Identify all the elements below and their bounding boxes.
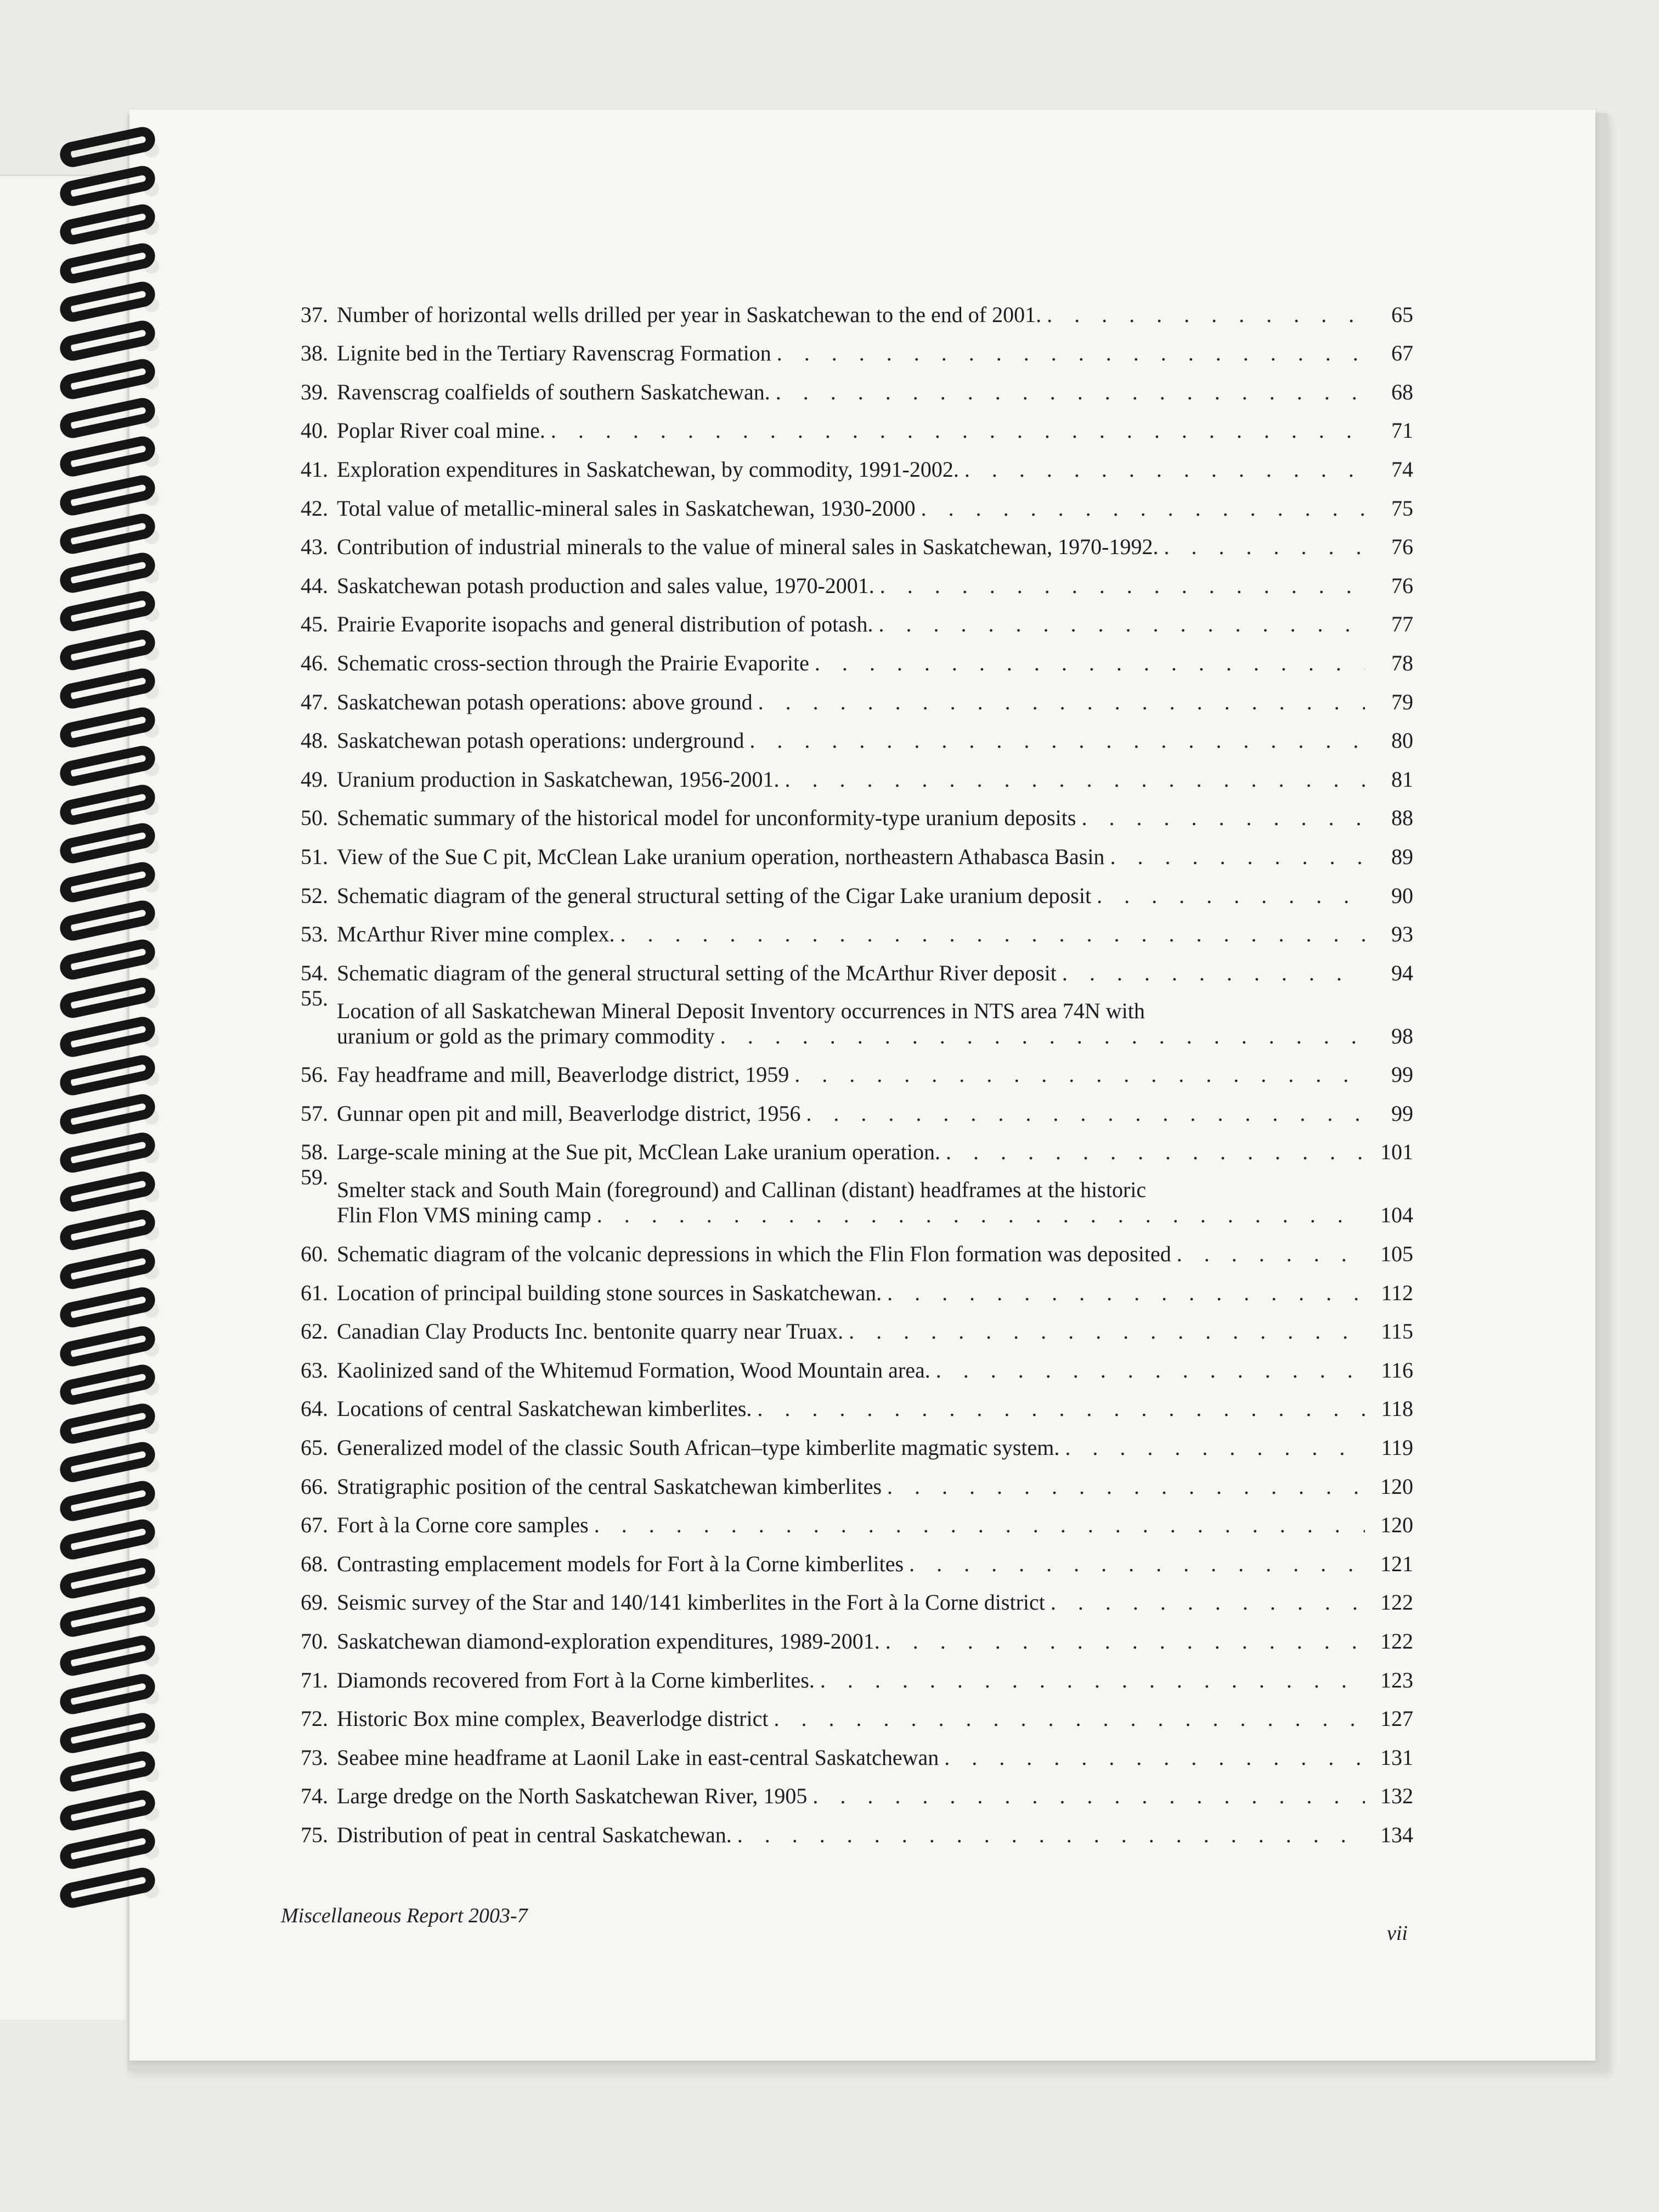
figure-number: 58. (301, 1139, 328, 1165)
figure-title: Fort à la Corne core samples (337, 1513, 589, 1538)
figure-title: Saskatchewan potash operations: above ground (337, 689, 753, 714)
leader-dots (882, 1280, 1365, 1306)
figure-title: Locations of central Saskatchewan kimberlites. (337, 1396, 752, 1421)
figure-title: Large-scale mining at the Sue pit, McClean Lake uranium operation. (337, 1139, 941, 1165)
figure-number: 62. (301, 1319, 328, 1344)
leader-dots (1091, 883, 1365, 909)
leader-dots (800, 1101, 1365, 1126)
toc-entry (281, 986, 1413, 1049)
page-ref: 134 (1380, 1822, 1413, 1847)
figure-title: Distribution of peat in central Saskatchewan. (337, 1822, 732, 1847)
leader-dots (873, 612, 1365, 637)
leader-dots (768, 1706, 1365, 1731)
toc-entry (281, 1615, 1413, 1654)
toc-entry (281, 405, 1413, 444)
page-ref: 79 (1391, 689, 1413, 714)
figure-title: Contribution of industrial minerals to the value of mineral sales in Saskatchewan, 1970-1992. (337, 534, 1159, 560)
figure-number: 64. (301, 1396, 328, 1421)
page-ref: 76 (1391, 573, 1413, 598)
figure-number: 70. (301, 1629, 328, 1654)
toc-entry (281, 792, 1413, 831)
page-ref: 65 (1391, 302, 1413, 327)
figure-number: 41. (301, 456, 328, 482)
figure-number: 54. (301, 960, 328, 985)
figure-number: 42. (301, 495, 328, 521)
toc-entry (281, 1228, 1413, 1267)
figure-title: McArthur River mine complex. (337, 922, 615, 947)
toc-entry (281, 1049, 1413, 1088)
figure-number: 74. (301, 1784, 328, 1809)
page-ref: 132 (1380, 1784, 1413, 1809)
toc-entry (281, 482, 1413, 521)
leader-dots (807, 1784, 1365, 1809)
figure-title: Exploration expenditures in Saskatchewan, by commodity, 1991-2002. (337, 456, 959, 482)
leader-dots (930, 1358, 1365, 1383)
figure-number: 66. (301, 1474, 328, 1499)
toc-entry (281, 1460, 1413, 1499)
leader-dots (732, 1822, 1365, 1848)
page-ref: 116 (1381, 1357, 1413, 1383)
toc-entry (281, 909, 1413, 947)
figure-number: 48. (301, 728, 328, 753)
figure-title: Historic Box mine complex, Beaverlodge district (337, 1706, 769, 1731)
toc-entry (281, 1087, 1413, 1126)
toc-entry (281, 1126, 1413, 1165)
figure-title: Total value of metallic-mineral sales in Saskatchewan, 1930-2000 (337, 495, 916, 521)
figure-title: Schematic summary of the historical model for unconformity-type uranium deposits (337, 805, 1076, 831)
leader-dots (589, 1513, 1365, 1538)
toc-entry (281, 1654, 1413, 1693)
figure-title: Diamonds recovered from Fort à la Corne kimberlites. (337, 1667, 815, 1692)
leader-dots (939, 1745, 1365, 1770)
toc-entry (281, 1731, 1413, 1770)
page-ref: 115 (1381, 1319, 1413, 1344)
page-ref: 80 (1391, 728, 1413, 753)
page-ref: 71 (1391, 418, 1413, 443)
page-ref: 105 (1380, 1242, 1413, 1267)
page-ref: 98 (1391, 1023, 1413, 1048)
figure-number: 51. (301, 844, 328, 869)
page-ref: 112 (1381, 1280, 1413, 1305)
page-ref: 68 (1391, 379, 1413, 404)
figure-number: 43. (301, 534, 328, 560)
figure-number: 47. (301, 689, 328, 714)
figure-number: 73. (301, 1745, 328, 1770)
figure-title: Prairie Evaporite isopachs and general distribution of potash. (337, 612, 873, 637)
figure-number: 56. (301, 1062, 328, 1087)
figure-title-continued: uranium or gold as the primary commodity (337, 1023, 715, 1048)
page-ref: 78 (1391, 650, 1413, 675)
figure-number: 38. (301, 341, 328, 366)
page-ref: 101 (1380, 1139, 1413, 1165)
figure-number: 49. (301, 766, 328, 792)
figure-title: Canadian Clay Products Inc. bentonite quarry near Truax. (337, 1319, 844, 1344)
page-ref: 120 (1380, 1474, 1413, 1499)
figure-title: Location of all Saskatchewan Mineral Deposit Inventory occurrences in NTS area 74N with (337, 998, 1145, 1023)
page-number: vii (1387, 1922, 1408, 1945)
figure-title: Large dredge on the North Saskatchewan River, 1905 (337, 1784, 808, 1809)
leader-dots (1059, 1435, 1365, 1460)
figure-number: 37. (301, 302, 328, 327)
toc-entry (281, 443, 1413, 482)
figure-title: Seismic survey of the Star and 140/141 kimberlites in the Fort à la Corne district (337, 1590, 1045, 1615)
figure-number: 39. (301, 379, 328, 404)
toc-entry (281, 637, 1413, 676)
toc-entry (281, 1306, 1413, 1345)
figure-title: Contrasting emplacement models for Fort à la Corne kimberlites (337, 1551, 904, 1576)
toc-entry (281, 328, 1413, 366)
leader-dots (1076, 805, 1365, 831)
page-ref: 99 (1391, 1101, 1413, 1126)
report-title-footer: Miscellaneous Report 2003-7 (281, 1904, 528, 1927)
toc-entry (281, 831, 1413, 870)
leader-dots (815, 1668, 1365, 1693)
figure-title: Ravenscrag coalfields of southern Saskatchewan. (337, 379, 770, 404)
leader-dots (809, 651, 1365, 676)
leader-dots (545, 418, 1365, 443)
figure-title: Saskatchewan potash production and sales value, 1970-2001. (337, 573, 874, 598)
page-ref: 74 (1391, 456, 1413, 482)
figure-number: 55. (301, 985, 328, 1011)
toc-entry (281, 753, 1413, 792)
list-of-figures (281, 289, 1413, 1848)
page-ref: 119 (1381, 1435, 1413, 1460)
toc-entry (281, 1344, 1413, 1383)
toc-entry (281, 1165, 1413, 1228)
page-ref: 122 (1380, 1629, 1413, 1654)
toc-entry (281, 715, 1413, 754)
figure-number: 71. (301, 1667, 328, 1692)
figure-title: Kaolinized sand of the Whitemud Formation, Wood Mountain area. (337, 1357, 930, 1383)
leader-dots (715, 1024, 1365, 1049)
page-ref: 123 (1380, 1667, 1413, 1692)
figure-number: 61. (301, 1280, 328, 1305)
figure-number: 59. (301, 1165, 328, 1190)
leader-dots (780, 767, 1365, 792)
toc-entry (281, 1538, 1413, 1577)
leader-dots (1171, 1242, 1365, 1267)
figure-title: Gunnar open pit and mill, Beaverlodge district, 1956 (337, 1101, 801, 1126)
toc-entry (281, 1499, 1413, 1538)
leader-dots (880, 1629, 1365, 1654)
leader-dots (882, 1474, 1365, 1499)
figure-title: Seabee mine headframe at Laonil Lake in east-central Saskatchewan (337, 1745, 939, 1770)
leader-dots (753, 690, 1365, 715)
leader-dots (1045, 1590, 1365, 1615)
figure-title: Poplar River coal mine. (337, 418, 545, 443)
page-ref: 81 (1391, 766, 1413, 792)
figure-number: 72. (301, 1706, 328, 1731)
toc-entry (281, 870, 1413, 909)
leader-dots (1104, 844, 1365, 870)
figure-title: Number of horizontal wells drilled per year in Saskatchewan to the end of 2001. (337, 302, 1042, 327)
toc-entry (281, 560, 1413, 599)
figure-title: Schematic diagram of the volcanic depressions in which the Flin Flon formation was deposited (337, 1242, 1171, 1267)
page-ref: 121 (1380, 1551, 1413, 1576)
toc-entry (281, 1809, 1413, 1848)
figure-number: 40. (301, 418, 328, 443)
page-ref: 99 (1391, 1062, 1413, 1087)
leader-dots (916, 496, 1365, 521)
figure-title: Stratigraphic position of the central Saskatchewan kimberlites (337, 1474, 882, 1499)
toc-entry (281, 676, 1413, 715)
toc-entry (281, 521, 1413, 560)
toc-entry (281, 289, 1413, 328)
page-ref: 76 (1391, 534, 1413, 560)
figure-title: Location of principal building stone sources in Saskatchewan. (337, 1280, 882, 1305)
toc-entry (281, 1267, 1413, 1306)
leader-dots (904, 1551, 1365, 1577)
figure-number: 68. (301, 1551, 328, 1576)
leader-dots (615, 922, 1365, 947)
figure-title: Uranium production in Saskatchewan, 1956-2001. (337, 766, 780, 792)
leader-dots (591, 1203, 1365, 1228)
leader-dots (940, 1139, 1365, 1165)
page-ref: 75 (1391, 495, 1413, 521)
figure-number: 67. (301, 1513, 328, 1538)
figure-number: 52. (301, 883, 328, 908)
figure-title: Saskatchewan potash operations: underground (337, 728, 744, 753)
page-ref: 88 (1391, 805, 1413, 831)
figure-title: Schematic cross-section through the Prairie Evaporite (337, 650, 809, 675)
toc-entry (281, 947, 1413, 986)
page-ref: 90 (1391, 883, 1413, 908)
page-ref: 127 (1380, 1706, 1413, 1731)
figure-title-continued: Flin Flon VMS mining camp (337, 1203, 591, 1228)
leader-dots (789, 1062, 1365, 1087)
page-ref: 120 (1380, 1513, 1413, 1538)
figure-number: 57. (301, 1101, 328, 1126)
leader-dots (1057, 961, 1365, 986)
figure-title: Schematic diagram of the general structural setting of the Cigar Lake uranium deposit (337, 883, 1092, 908)
figure-number: 46. (301, 650, 328, 675)
figure-title: Smelter stack and South Main (foreground) and Callinan (distant) headframes at the historic (337, 1177, 1147, 1203)
toc-entry (281, 1770, 1413, 1809)
toc-entry (281, 1577, 1413, 1616)
leader-dots (770, 380, 1365, 405)
toc-entry (281, 366, 1413, 405)
toc-entry (281, 1421, 1413, 1460)
leader-dots (1041, 302, 1365, 328)
page-ref: 131 (1380, 1745, 1413, 1770)
page-ref: 118 (1381, 1396, 1413, 1421)
figure-number: 44. (301, 573, 328, 598)
toc-entry (281, 1693, 1413, 1732)
page-ref: 77 (1391, 612, 1413, 637)
figure-title: Schematic diagram of the general structural setting of the McArthur River deposit (337, 960, 1057, 985)
page-ref: 93 (1391, 922, 1413, 947)
figure-title: Generalized model of the classic South African–type kimberlite magmatic system. (337, 1435, 1060, 1460)
figure-title: Saskatchewan diamond-exploration expenditures, 1989-2001. (337, 1629, 880, 1654)
figure-number: 65. (301, 1435, 328, 1460)
leader-dots (1158, 534, 1365, 560)
page-ref: 89 (1391, 844, 1413, 869)
leader-dots (771, 341, 1365, 366)
figure-number: 50. (301, 805, 328, 831)
page-ref: 104 (1380, 1203, 1413, 1228)
figure-number: 75. (301, 1822, 328, 1847)
figure-number: 63. (301, 1357, 328, 1383)
figure-number: 60. (301, 1242, 328, 1267)
page-ref: 94 (1391, 960, 1413, 985)
toc-entry (281, 1383, 1413, 1422)
leader-dots (843, 1319, 1365, 1344)
figure-number: 69. (301, 1590, 328, 1615)
toc-entry (281, 599, 1413, 637)
leader-dots (752, 1396, 1365, 1421)
leader-dots (874, 573, 1365, 599)
figure-title: View of the Sue C pit, McClean Lake uranium operation, northeastern Athabasca Basin (337, 844, 1105, 869)
figure-title: Fay headframe and mill, Beaverlodge district, 1959 (337, 1062, 789, 1087)
leader-dots (744, 728, 1365, 753)
leader-dots (959, 457, 1365, 482)
figure-number: 53. (301, 922, 328, 947)
figure-number: 45. (301, 612, 328, 637)
page-ref: 67 (1391, 341, 1413, 366)
page-ref: 122 (1380, 1590, 1413, 1615)
figure-title: Lignite bed in the Tertiary Ravenscrag Formation (337, 341, 771, 366)
